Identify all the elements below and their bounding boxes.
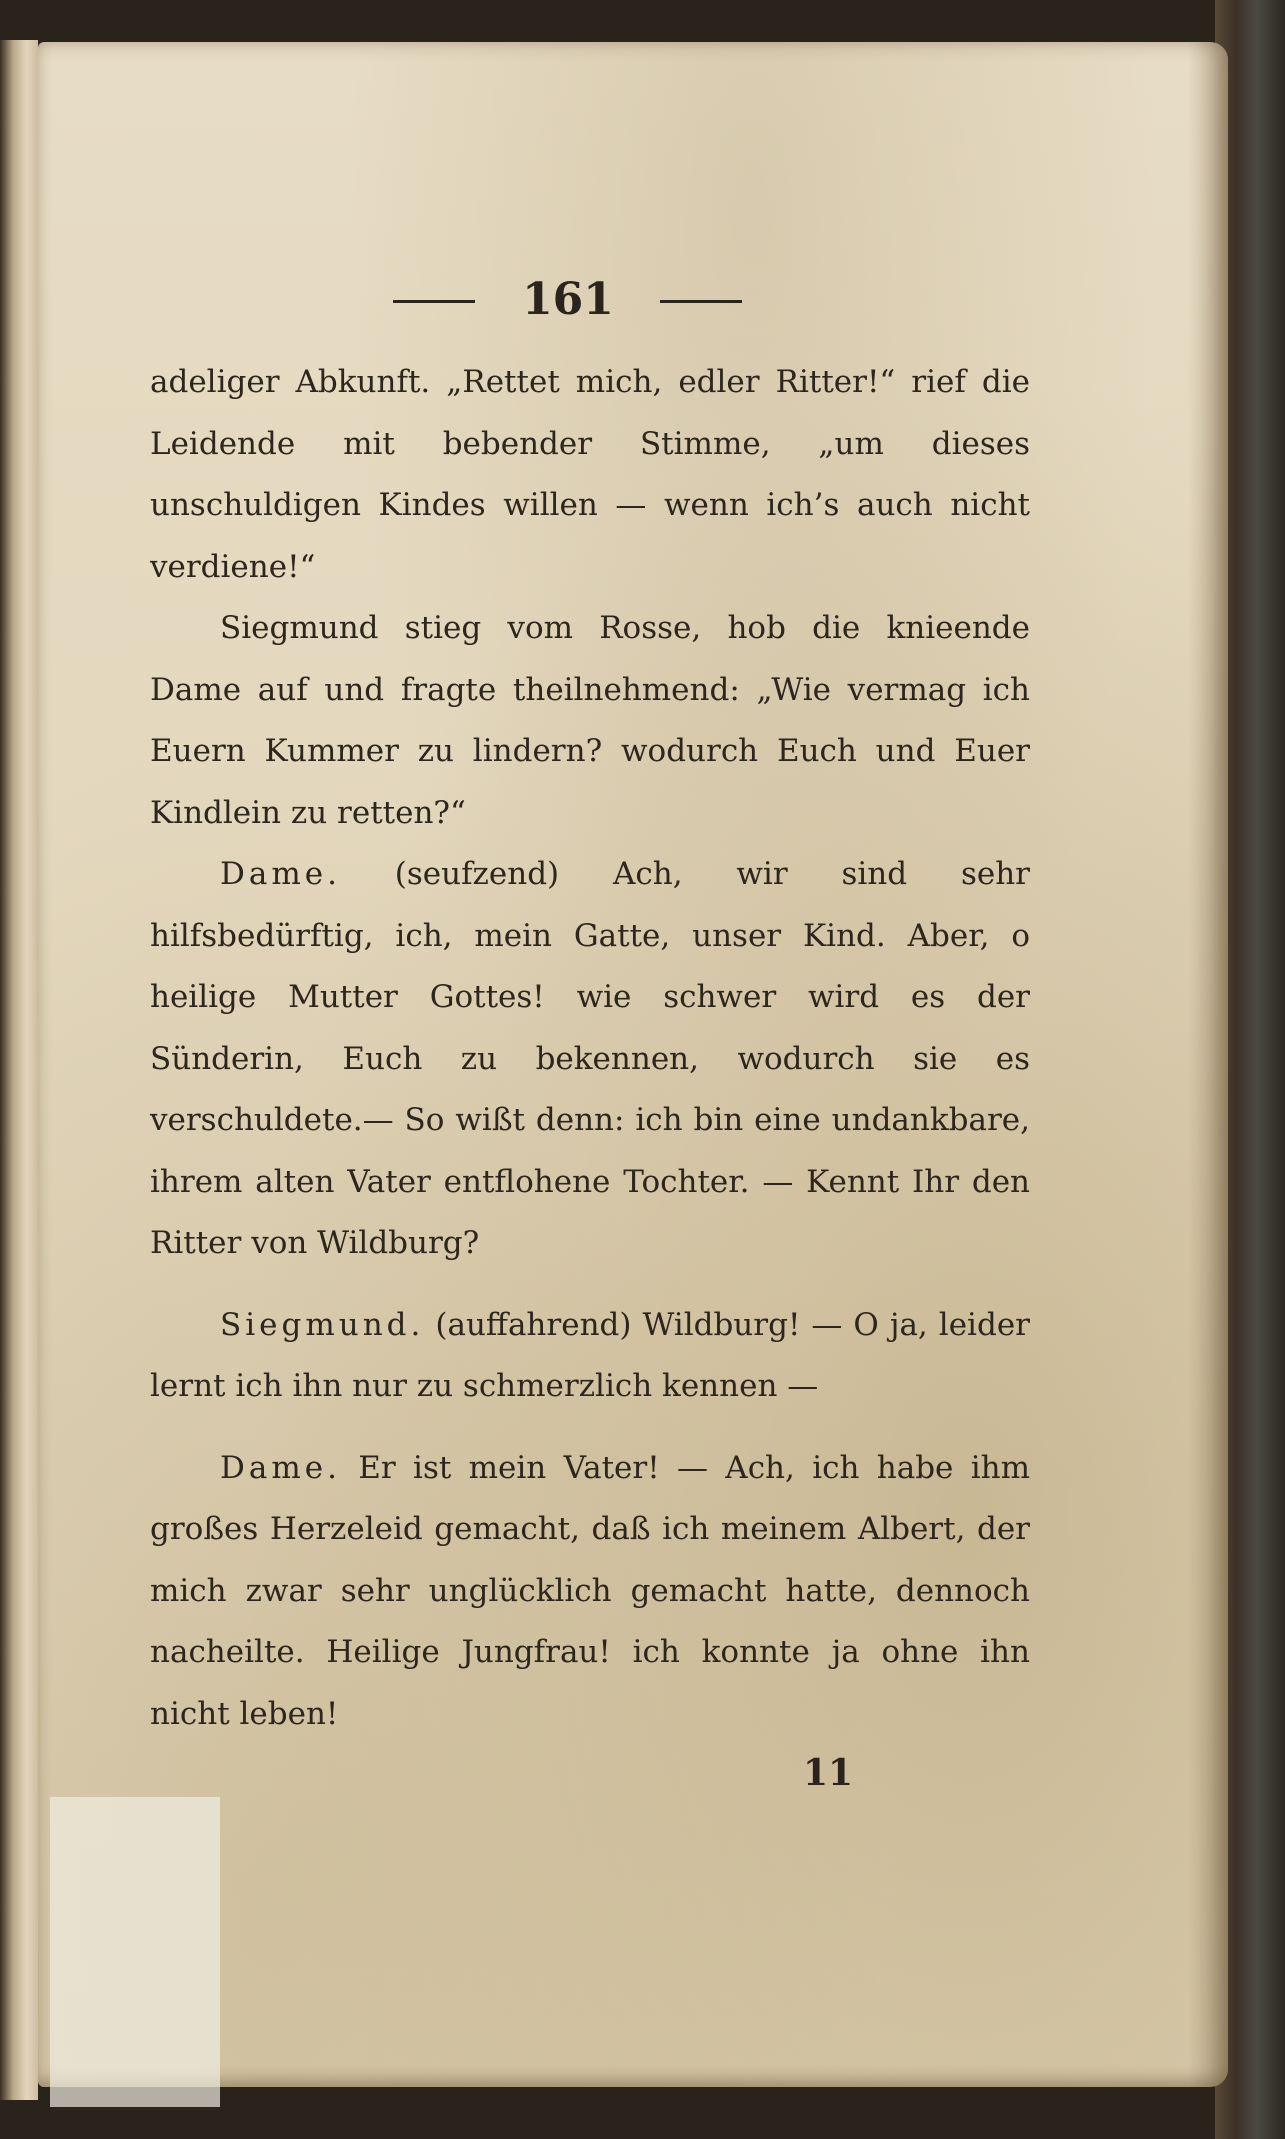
speaker-name: Dame.: [220, 856, 341, 892]
page-edge-shadow: [1188, 42, 1228, 2087]
paragraph-2: Siegmund stieg vom Rosse, hob die knieende Dame auf und fragte theilnehmend: „Wie vermag ich Euern Kummer zu lindern? wodurch Euch und Euer Kindlein zu retten?“: [150, 610, 1030, 831]
paragraph-3: [150, 844, 1030, 1275]
paragraph-1: adeliger Abkunft. „Rettet mich, edler Ritter!“ rief die Leidende mit bebender Stimme, „um dieses unschuldigen Kindes willen — wenn ich’s auch nicht verdiene!“: [150, 364, 1030, 585]
paragraph-4: [150, 1295, 1030, 1418]
pale-patch: [50, 1797, 220, 2107]
paragraph-5: [150, 1438, 1030, 1746]
page-header: [38, 270, 1228, 330]
book-page: [38, 42, 1228, 2087]
signature-mark: 11: [802, 1752, 854, 1794]
speaker-name: Siegmund.: [220, 1306, 425, 1343]
page-number: 161: [522, 274, 614, 325]
body-text: [150, 352, 1030, 1745]
header-rule-right: [660, 300, 742, 303]
facing-page-edge: [0, 40, 38, 2100]
paragraph-4-text: (auffahrend) Wildburg! — O ja, leider lernt ich ihn nur zu schmerzlich kennen —: [150, 1306, 1030, 1404]
paragraph-5-text: Er ist mein Vater! — Ach, ich habe ihm großes Herzeleid gemacht, daß ich meinem Albert, der mich zwar sehr unglücklich gemacht hatte, dennoch nacheilte. Heilige Jungfrau! ich konnte ja ohne ihn nicht leben!: [150, 1449, 1030, 1732]
header-rule-left: [393, 300, 475, 303]
paragraph-3-text: (seufzend) Ach, wir sind sehr hilfsbedürftig, ich, mein Gatte, unser Kind. Aber, o heilige Mutter Gottes! wie schwer wird es der Sünderin, Euch zu bekennen, wodurch sie es verschuldete.— So wißt denn: ich bin eine undankbare, ihrem alten Vater entflohene Tochter. — Kennt Ihr den Ritter von Wildburg?: [150, 856, 1030, 1261]
speaker-name: Dame.: [220, 1449, 341, 1486]
